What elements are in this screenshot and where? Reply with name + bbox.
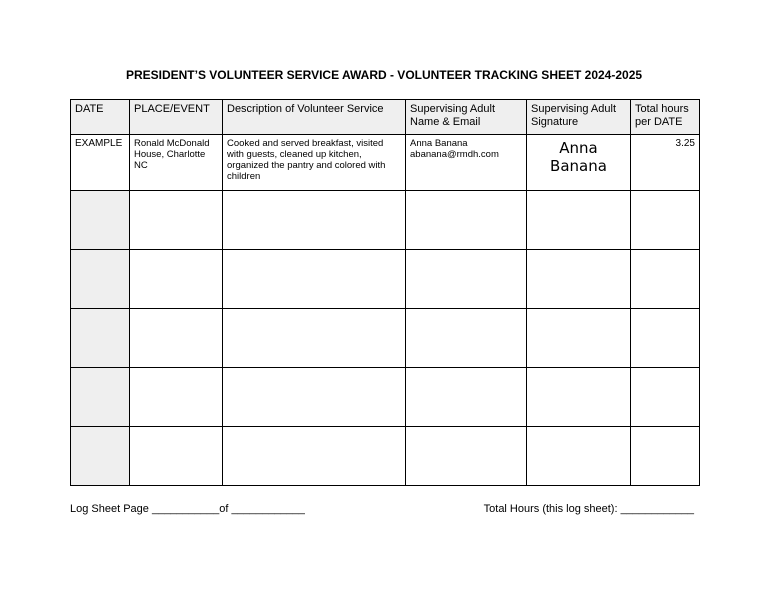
description-cell[interactable]: [223, 368, 406, 427]
example-supervisor-name: Anna Banana: [410, 138, 468, 149]
signature-cell[interactable]: [527, 309, 631, 368]
volunteer-tracking-table: [70, 99, 700, 486]
date-cell[interactable]: [71, 368, 130, 427]
example-hours: 3.25: [631, 135, 700, 191]
date-cell[interactable]: [71, 309, 130, 368]
total-hours-line: Total Hours (this log sheet): ____________: [483, 503, 694, 515]
description-cell[interactable]: [223, 191, 406, 250]
table-row: [71, 368, 700, 427]
place-cell[interactable]: [130, 427, 223, 486]
date-cell[interactable]: [71, 250, 130, 309]
table-row: [71, 250, 700, 309]
header-total-hours: Total hours per DATE: [631, 100, 700, 135]
example-signature: Anna Banana: [527, 135, 631, 191]
place-cell[interactable]: [130, 368, 223, 427]
table-row: [71, 309, 700, 368]
supervisor-cell[interactable]: [406, 368, 527, 427]
example-supervisor-email: abanana@rmdh.com: [410, 149, 499, 160]
table-row: [71, 191, 700, 250]
table-header-row: [71, 100, 700, 135]
place-cell[interactable]: [130, 309, 223, 368]
log-sheet-page-line: Log Sheet Page ___________of ____________: [70, 503, 305, 515]
signature-cell[interactable]: [527, 368, 631, 427]
header-date: DATE: [71, 100, 130, 135]
example-row: [71, 135, 700, 191]
description-cell[interactable]: [223, 427, 406, 486]
place-cell[interactable]: [130, 250, 223, 309]
header-description: Description of Volunteer Service: [223, 100, 406, 135]
signature-cell[interactable]: [527, 427, 631, 486]
header-supervisor-name-email: Supervising Adult Name & Email: [406, 100, 527, 135]
sheet-title: PRESIDENT’S VOLUNTEER SERVICE AWARD - VOLUNTEER TRACKING SHEET 2024-2025: [125, 68, 643, 82]
hours-cell[interactable]: [631, 368, 700, 427]
hours-cell[interactable]: [631, 250, 700, 309]
supervisor-cell[interactable]: [406, 250, 527, 309]
header-place-event: PLACE/EVENT: [130, 100, 223, 135]
date-cell[interactable]: [71, 427, 130, 486]
signature-cell[interactable]: [527, 250, 631, 309]
place-cell[interactable]: [130, 191, 223, 250]
table-row: [71, 427, 700, 486]
description-cell[interactable]: [223, 309, 406, 368]
example-supervisor: [406, 135, 527, 191]
example-place: Ronald McDonald House, Charlotte NC: [130, 135, 223, 191]
hours-cell[interactable]: [631, 427, 700, 486]
example-description: Cooked and served breakfast, visited with guests, cleaned up kitchen, organized the pantry and colored with children: [223, 135, 406, 191]
example-date: EXAMPLE: [71, 135, 130, 191]
hours-cell[interactable]: [631, 309, 700, 368]
date-cell[interactable]: [71, 191, 130, 250]
supervisor-cell[interactable]: [406, 191, 527, 250]
supervisor-cell[interactable]: [406, 427, 527, 486]
header-supervisor-signature: Supervising Adult Signature: [527, 100, 631, 135]
hours-cell[interactable]: [631, 191, 700, 250]
description-cell[interactable]: [223, 250, 406, 309]
signature-cell[interactable]: [527, 191, 631, 250]
supervisor-cell[interactable]: [406, 309, 527, 368]
